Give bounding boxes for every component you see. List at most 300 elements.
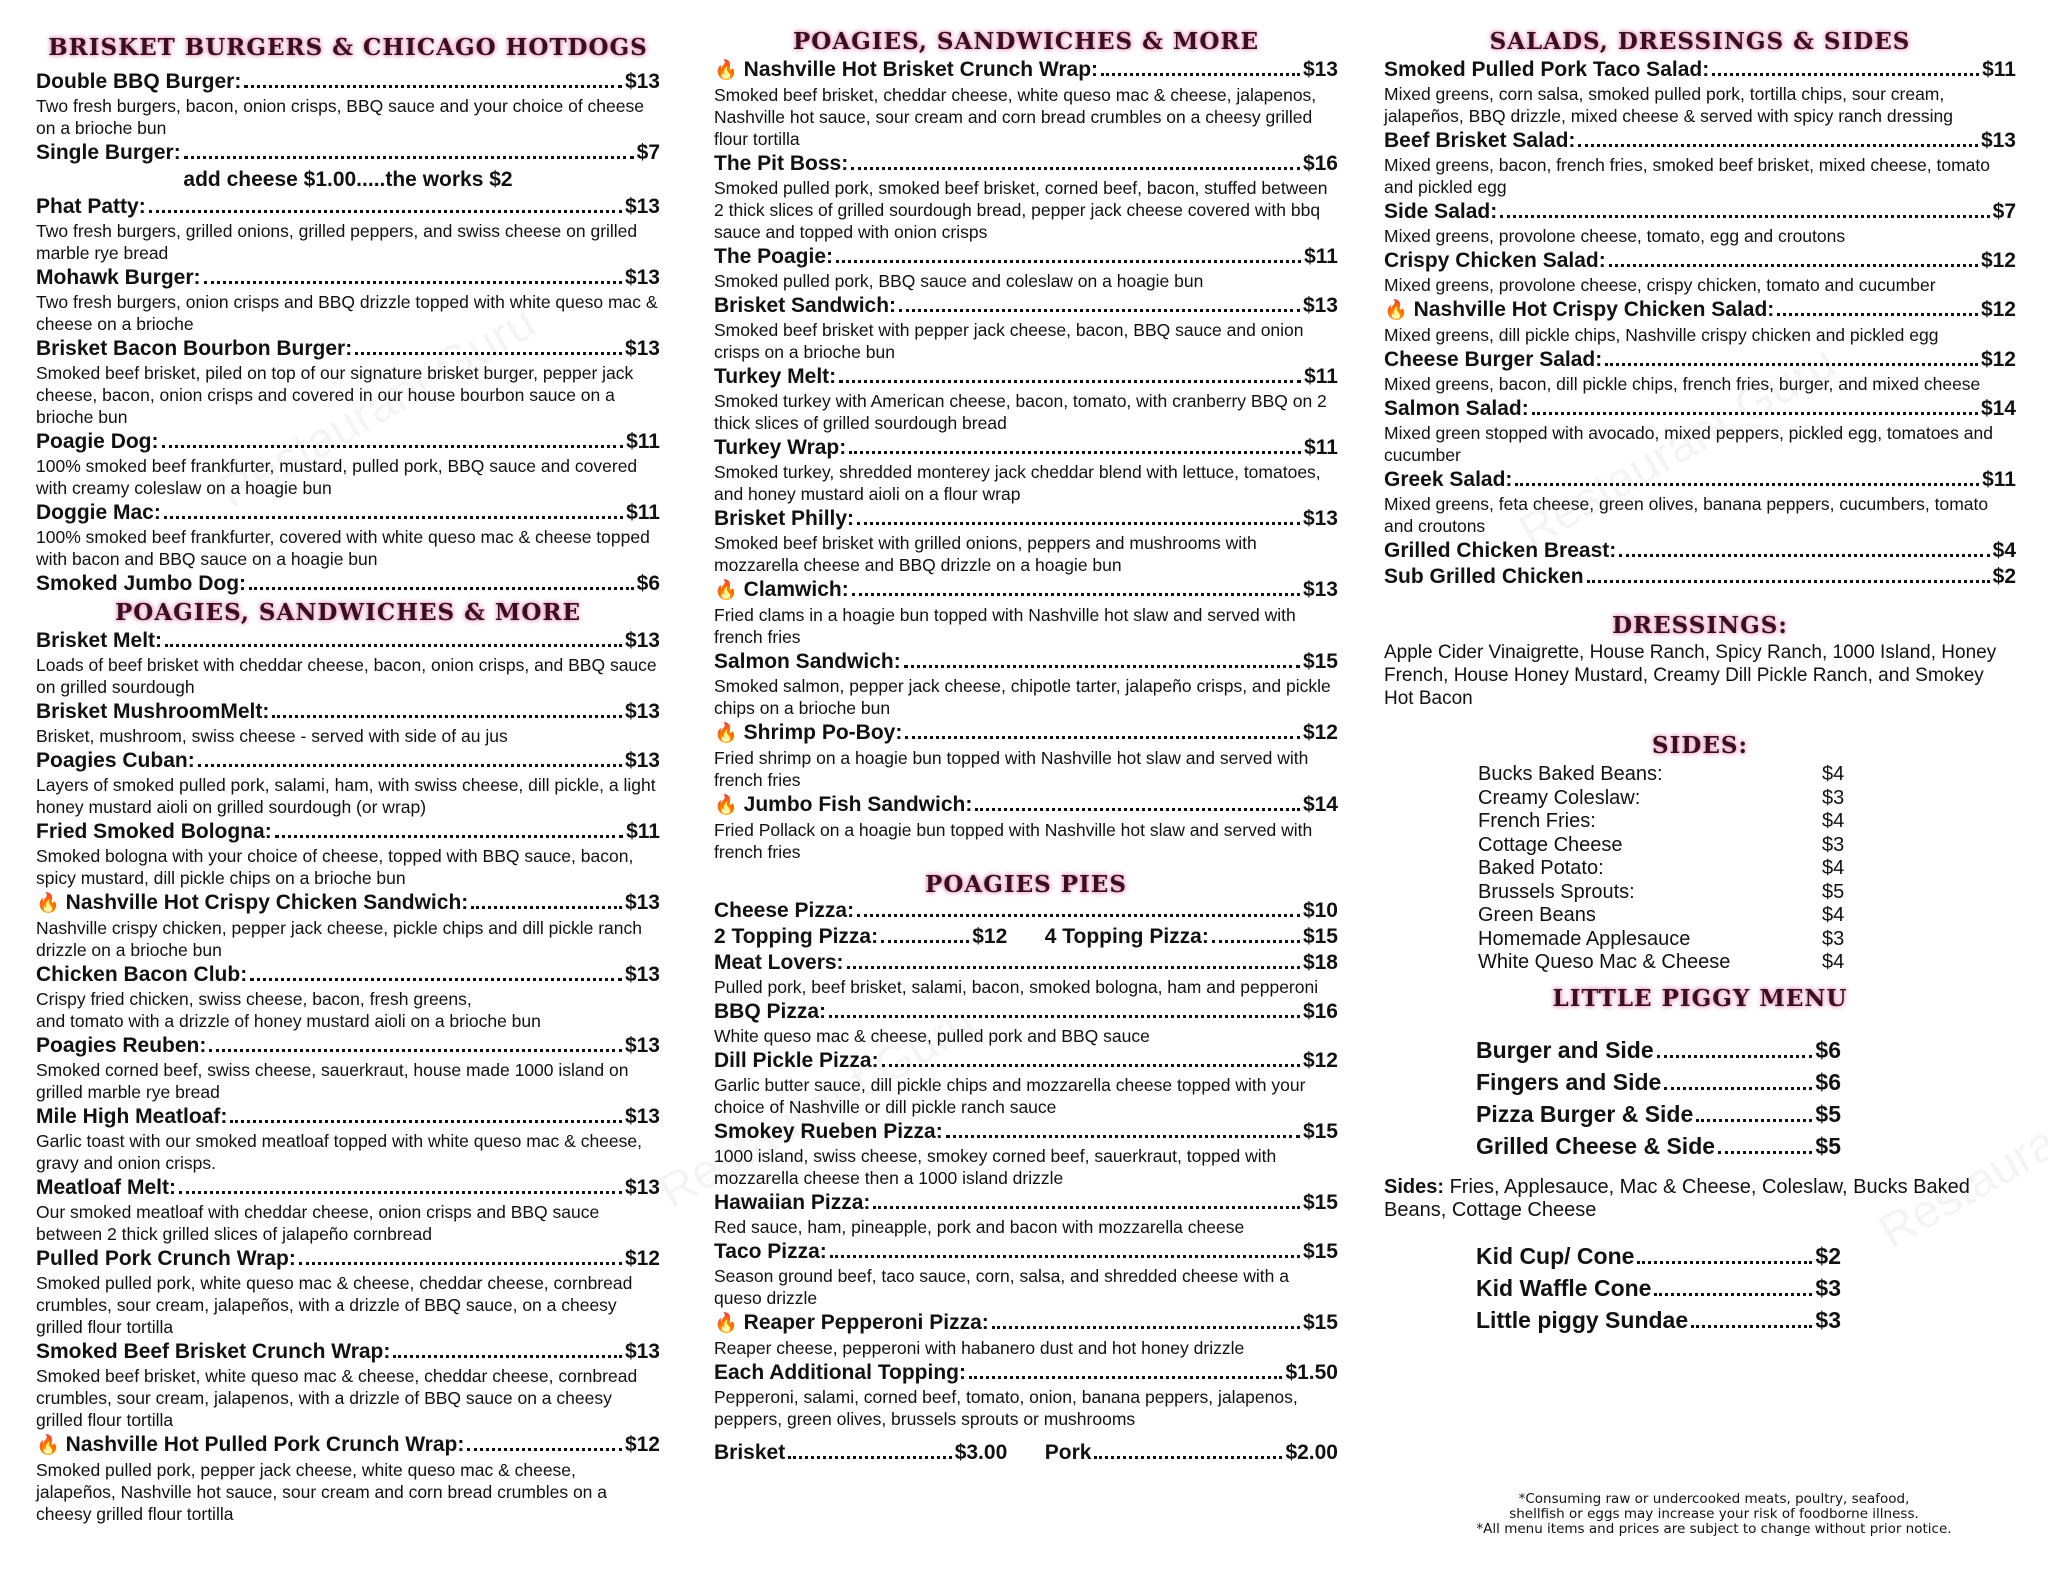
leader-dots [857,522,1300,525]
menu-item [1476,1272,1841,1304]
salads-list [1384,57,2016,590]
leader-dots [1777,313,1978,316]
item-description: Two fresh burgers, grilled onions, grilled peppers, and swiss cheese on grilled marble rye bread [36,221,638,263]
leader-dots [1696,1119,1812,1122]
item-price: $6 [1815,1068,1841,1095]
item-price: $13 [1302,294,1338,317]
sides-list [1478,763,2016,975]
item-name: Grilled Chicken Breast: [1384,539,1617,562]
menu-item [36,1246,660,1272]
footnote-line: shellfish or eggs may increase your risk of foodborne illness. [1509,1506,1919,1522]
item-description: Mixed greens, bacon, dill pickle chips, french fries, burger, and mixed cheese [1384,374,1981,394]
kids-sides-text: Fries, Applesauce, Mac & Cheese, Coleslaw, Bucks Baked Beans, Cottage Cheese [1384,1175,1970,1221]
item-price: $15 [1302,1240,1338,1263]
item-description: Red sauce, ham, pineapple, pork and bacon with mozzarella cheese [714,1217,1245,1237]
fire-icon: 🔥 [714,723,738,744]
item-name: Kid Waffle Cone [1476,1274,1652,1301]
item-description: Fried shrimp on a hoagie bun topped with Nashville hot slaw and served with french fries [714,748,1309,790]
menu-item [1384,57,2016,83]
item-description: Mixed green stopped with avocado, mixed peppers, pickled egg, tomatoes and cucumber [1384,423,1993,465]
menu-item [36,140,660,166]
leader-dots [1637,1261,1812,1264]
item-description: White queso mac & cheese, pulled pork and BBQ sauce [714,1026,1150,1046]
menu-item [714,720,1338,747]
item-name: Phat Patty: [36,195,146,218]
item-name: Brisket MushroomMelt: [36,700,270,723]
menu-item [1476,1066,1841,1098]
side-name: Homemade Applesauce [1478,927,1691,950]
item-description: 100% smoked beef frankfurter, mustard, pulled pork, BBQ sauce and covered with creamy coleslaw on a hoagie bun [36,456,638,498]
leader-dots [184,156,634,159]
section-title-sides: SIDES: [1652,732,1748,759]
item-description: Smoked pulled pork, smoked beef brisket, corned beef, bacon, stuffed between 2 thick slices of grilled sourdough bread, pepper jack cheese covered with bbq sauce and topped with onion crisps [714,178,1328,242]
leader-dots [249,587,634,590]
leader-dots [905,736,1300,739]
leader-dots [467,1448,622,1451]
side-item [1478,834,2016,858]
item-price: $2 [1815,1242,1841,1269]
meat-addon-row [714,1440,1338,1466]
menu-item [714,435,1338,461]
item-price: $2.00 [1285,1441,1338,1464]
leader-dots [851,167,1300,170]
menu-item [714,364,1338,390]
section-title-pies: POAGIES PIES [925,871,1127,898]
item-description: Smoked beef brisket, white queso mac & cheese, cheddar cheese, cornbread crumbles, sour cream, jalapenos, with a drizzle of BBQ sauce on a cheesy grilled flour tortilla [36,1366,638,1430]
dressings-text: Apple Cider Vinaigrette, House Ranch, Spicy Ranch, 1000 Island, Honey French, House Honey Mustard, Creamy Dill Pickle Ranch, and Smokey Hot Bacon [1384,642,1997,709]
menu-item [36,69,660,95]
item-price: $13 [624,195,660,218]
menu-item [714,1048,1338,1074]
item-price: $10 [1302,899,1338,922]
item-name: Smokey Rueben Pizza: [714,1120,943,1143]
leader-dots [204,281,622,284]
item-price: $3.00 [954,1441,1008,1464]
item-description: Smoked beef brisket, cheddar cheese, white queso mac & cheese, jalapenos, Nashville hot sauce, sour cream and corn bread crumbles on a cheesy grilled flour tortilla [714,85,1317,149]
item-name: Smoked Jumbo Dog: [36,572,247,595]
leader-dots [1712,73,1979,76]
item-description: Crispy fried chicken, swiss cheese, bacon, fresh greens, and tomato with a drizzle of honey mustard aioli on a brioche bun [36,989,541,1031]
side-name: French Fries: [1478,810,1596,832]
item-name: Sub Grilled Chicken [1384,565,1584,588]
leader-dots [162,445,624,448]
item-description: Two fresh burgers, bacon, onion crisps, BBQ sauce and your choice of cheese on a brioche bun [36,96,644,138]
leader-dots [881,940,969,943]
menu-item [714,950,1338,976]
item-description: Mixed greens, provolone cheese, crispy chicken, tomato and cucumber [1384,275,1936,295]
leader-dots [1532,412,1978,415]
item-name: Fried Smoked Bologna: [36,820,272,843]
leader-dots [1500,215,1989,218]
leader-dots [975,808,1300,811]
item-description: 1000 island, swiss cheese, smokey corned beef, sauerkraut, topped with mozzarella cheese then a 1000 island drizzle [714,1146,1277,1188]
item-price: $12 [1980,249,2016,272]
menu-item [36,571,660,597]
cheese-pizza-item [714,898,1338,924]
footnote-line: *Consuming raw or undercooked meats, poultry, seafood, [1518,1491,1910,1507]
item-description: Layers of smoked pulled pork, salami, ham, with swiss cheese, dill pickle, a light honey mustard aioli on grilled sourdough (or wrap) [36,775,656,817]
menu-item [36,336,660,362]
menu-item [36,1432,660,1459]
item-description: Brisket, mushroom, swiss cheese - served with side of au jus [36,726,508,746]
item-name: Mile High Meatloaf: [36,1105,228,1128]
menu-column-2 [714,0,1338,1466]
item-description: Pepperoni, salami, corned beef, tomato, onion, banana peppers, jalapenos, peppers, green olives, brussels sprouts or mushrooms [714,1387,1298,1429]
leader-dots [209,1049,622,1052]
menu-item [36,194,660,220]
leader-dots [829,1015,1300,1018]
item-description: Fried Pollack on a hoagie bun topped with Nashville hot slaw and served with french fries [714,820,1313,862]
item-price: $11 [626,501,660,524]
side-name: Baked Potato: [1478,857,1604,879]
item-price: $12 [1302,721,1338,744]
leader-dots [857,914,1300,917]
side-name: Brussels Sprouts: [1478,880,1635,903]
item-price: $7 [636,141,660,164]
kids-sides-note [1384,1176,2016,1222]
leader-dots [1515,483,1979,486]
menu-item [36,748,660,774]
item-name: Burger and Side [1476,1036,1654,1063]
item-price: $3 [1815,1306,1841,1333]
brisket-addon [714,1440,1007,1466]
menu-item [36,1104,660,1130]
menu-item [714,506,1338,532]
item-name: 4 Topping Pizza: [1044,925,1209,948]
item-price: $13 [624,700,660,723]
leader-dots [198,764,622,767]
fire-icon: 🔥 [714,60,738,81]
leader-dots [830,1255,1300,1258]
item-description: Smoked beef brisket with pepper jack cheese, bacon, BBQ sauce and onion crisps on a brioche bun [714,320,1304,362]
menu-item [714,1239,1338,1265]
menu-item [1384,538,2016,564]
menu-item [1384,297,2016,324]
item-price: $11 [626,430,660,453]
leader-dots [788,1456,952,1459]
leader-dots [1578,144,1978,147]
item-price: $13 [1302,58,1338,81]
side-item [1478,904,2016,928]
menu-item [714,57,1338,84]
item-price: $3 [1815,1274,1841,1301]
leader-dots [393,1355,622,1358]
pies-list [714,950,1338,1430]
item-price: $13 [1302,507,1338,530]
side-item [1478,928,2016,952]
item-price: $11 [1304,365,1338,388]
topping2-item [714,924,1007,950]
footnote-line: *All menu items and prices are subject to change without prior notice. [1476,1521,1952,1537]
menu-item [1384,199,2016,225]
item-name: Hawaiian Pizza: [714,1191,871,1214]
item-description: Smoked beef brisket, piled on top of our signature brisket burger, pepper jack cheese, bacon, onion crisps and covered in our house bourbon sauce on a brioche bun [36,363,634,427]
item-description: Smoked beef brisket with grilled onions, peppers and mushrooms with mozzarella cheese and BBQ drizzle on a hoagie bun [714,533,1257,575]
item-description: Smoked pulled pork, white queso mac & cheese, cheddar cheese, cornbread crumbles, sour cream, jalapeños, with a drizzle of BBQ sauce, on a cheesy grilled flour tortilla [36,1273,633,1337]
fire-icon: 🔥 [714,1313,738,1334]
leader-dots [1657,1055,1813,1058]
item-price: $11 [1982,468,2016,491]
leader-dots [355,352,622,355]
item-price: $12 [972,925,1008,948]
item-description: Smoked corned beef, swiss cheese, sauerkraut, house made 1000 island on grilled marble rye bread [36,1060,629,1102]
menu-item [1476,1034,1841,1066]
side-price: $4 [1822,857,1845,879]
poagies-list [714,57,1338,863]
item-name: Nashville Hot Crispy Chicken Sandwich: [65,891,469,914]
item-name: Chicken Bacon Club: [36,963,248,986]
item-price: $5 [1815,1100,1841,1127]
item-description: Mixed greens, dill pickle chips, Nashville crispy chicken and pickled egg [1384,325,1939,345]
menu-column-3 [1384,0,2016,1336]
menu-item [1384,347,2016,373]
menu-item [714,151,1338,177]
menu-item [714,1360,1338,1386]
item-price: $11 [1304,436,1338,459]
item-price: $15 [1302,1120,1338,1143]
menu-item [1384,396,2016,422]
side-price: $4 [1822,904,1845,926]
menu-item [36,1339,660,1365]
menu-item [1384,564,2016,590]
item-description: Smoked turkey, shredded monterey jack cheddar blend with lettuce, tomatoes, and honey mustard aioli on a flour wrap [714,462,1321,504]
item-description: Season ground beef, taco sauce, corn, salsa, and shredded cheese with a queso drizzle [714,1266,1289,1308]
item-price: $13 [624,629,660,652]
item-name: Each Additional Topping: [714,1361,966,1384]
leader-dots [873,1206,1300,1209]
section-title-poagies: POAGIES, SANDWICHES & MORE [792,28,1260,55]
item-price: $12 [1980,348,2016,371]
leader-dots [1605,363,1978,366]
item-name: Brisket Philly: [714,507,855,530]
item-description: Pulled pork, beef brisket, salami, bacon, smoked bologna, ham and pepperoni [714,977,1319,997]
item-description: Smoked salmon, pepper jack cheese, chipotle tarter, jalapeño crisps, and pickle chips on a brioche bun [714,676,1331,718]
item-name: Kid Cup/ Cone [1476,1242,1635,1269]
item-price: $16 [1302,152,1338,175]
leader-dots [899,309,1300,312]
footnote [1444,1492,1984,1537]
menu-item [36,500,660,526]
item-name: Salmon Sandwich: [714,650,901,673]
menu-item [1384,248,2016,274]
item-name: Turkey Melt: [714,365,837,388]
side-price: $4 [1822,810,1845,832]
item-name: Nashville Hot Pulled Pork Crunch Wrap: [65,1433,465,1456]
item-price: $13 [1980,129,2016,152]
menu-item [714,1310,1338,1337]
poagies-list [36,628,660,1525]
item-name: Cheese Pizza: [714,899,855,922]
leader-dots [244,85,622,88]
item-name: Brisket [714,1441,786,1464]
item-name: Jumbo Fish Sandwich: [743,793,973,816]
kids-list [1384,1034,2016,1162]
menu-item [1476,1098,1841,1130]
item-name: Little piggy Sundae [1476,1306,1689,1333]
menu-item [36,699,660,725]
item-name: Salmon Salad: [1384,397,1529,420]
item-price: $2 [1992,565,2016,588]
side-name: Green Beans [1478,904,1596,926]
side-price: $4 [1822,763,1845,785]
menu-column-1 [36,0,660,1526]
item-name: Doggie Mac: [36,501,161,524]
item-description: Smoked pulled pork, BBQ sauce and coleslaw on a hoagie bun [714,271,1204,291]
leader-dots [1691,1325,1812,1328]
item-price: $13 [624,749,660,772]
item-price: $11 [1982,58,2016,81]
side-price: $4 [1822,951,1845,973]
leader-dots [849,451,1301,454]
menu-item [36,890,660,917]
item-description: Nashville crispy chicken, pepper jack cheese, pickle chips and dill pickle ranch drizzle on a brioche bun [36,918,642,960]
side-item [1478,810,2016,834]
item-price: $13 [1302,578,1338,601]
menu-item [36,265,660,291]
item-price: $6 [1815,1036,1841,1063]
leader-dots [847,966,1300,969]
fire-icon: 🔥 [714,795,738,816]
item-price: $18 [1302,951,1338,974]
item-price: $7 [1992,200,2016,223]
leader-dots [839,380,1301,383]
item-price: $13 [624,266,660,289]
leader-dots [946,1135,1300,1138]
menu-item [714,577,1338,604]
item-price: $11 [1304,245,1338,268]
menu-item [714,293,1338,319]
item-name: Pizza Burger & Side [1476,1100,1694,1127]
item-name: The Poagie: [714,245,834,268]
item-price: $15 [1302,1311,1338,1334]
item-description: Mixed greens, feta cheese, green olives, banana peppers, cucumbers, tomato and croutons [1384,494,1989,536]
item-name: Poagie Dog: [36,430,159,453]
item-price: $13 [624,891,660,914]
item-name: Side Salad: [1384,200,1498,223]
item-description: Loads of beef brisket with cheddar cheese, bacon, onion crisps, and BBQ sauce on grilled sourdough [36,655,657,697]
item-price: $11 [626,820,660,843]
item-description: Smoked turkey with American cheese, bacon, tomato, with cranberry BBQ on 2 thick slices of grilled sourdough bread [714,391,1327,433]
item-name: BBQ Pizza: [714,1000,827,1023]
leader-dots [836,260,1301,263]
item-name: The Pit Boss: [714,152,849,175]
side-name: Cottage Cheese [1478,833,1623,856]
item-name: Brisket Melt: [36,629,163,652]
side-price: $5 [1822,880,1845,903]
item-price: $14 [1302,793,1338,816]
item-price: $13 [624,1105,660,1128]
item-price: $4 [1992,539,2016,562]
side-item [1478,951,2016,975]
item-name: Shrimp Po-Boy: [743,721,903,744]
leader-dots [179,1191,622,1194]
menu-item [36,819,660,845]
leader-dots [904,665,1300,668]
addon-note: add cheese $1.00.....the works $2 [183,168,513,191]
pork-addon [1045,1440,1338,1466]
item-price: $13 [624,1176,660,1199]
item-name: Meat Lovers: [714,951,844,974]
leader-dots [165,644,622,647]
menu-item [36,962,660,988]
item-description: Smoked bologna with your choice of cheese, topped with BBQ sauce, bacon, spicy mustard, dill pickle chips on a brioche bun [36,846,634,888]
leader-dots [149,210,622,213]
item-name: Pork [1044,1441,1092,1464]
leader-dots [1212,940,1300,943]
leader-dots [1619,554,1989,557]
item-name: Greek Salad: [1384,468,1513,491]
item-name: Turkey Wrap: [714,436,847,459]
item-description: Smoked pulled pork, pepper jack cheese, white queso mac & cheese, jalapeños, Nashville hot sauce, sour cream and corn bread crumbles on a cheesy grilled flour tortilla [36,1460,608,1524]
side-name: White Queso Mac & Cheese [1478,951,1731,973]
menu-item [36,1175,660,1201]
leader-dots [164,516,623,519]
menu-item [36,628,660,654]
leader-dots [1094,1456,1282,1459]
item-price: $13 [624,70,660,93]
topping4-item [1045,924,1338,950]
item-description: Garlic butter sauce, dill pickle chips and mozzarella cheese topped with your choice of Nashville or dill pickle ranch sauce [714,1075,1306,1117]
desserts-list [1384,1240,2016,1336]
fire-icon: 🔥 [36,1435,60,1456]
item-name: Meatloaf Melt: [36,1176,177,1199]
item-name: Taco Pizza: [714,1240,827,1263]
menu-item [714,999,1338,1025]
leader-dots [1664,1087,1812,1090]
item-name: Brisket Sandwich: [714,294,897,317]
item-price: $12 [1302,1049,1338,1072]
item-price: $13 [624,337,660,360]
menu-item [36,1033,660,1059]
item-name: Pulled Pork Crunch Wrap: [36,1247,296,1270]
item-name: Cheese Burger Salad: [1384,348,1603,371]
item-price: $12 [624,1433,660,1456]
item-name: Reaper Pepperoni Pizza: [743,1311,989,1334]
item-price: $14 [1980,397,2016,420]
side-item [1478,881,2016,905]
leader-dots [1654,1293,1812,1296]
item-name: Brisket Bacon Bourbon Burger: [36,337,353,360]
item-name: Single Burger: [36,141,181,164]
side-price: $3 [1822,927,1845,950]
leader-dots [1587,580,1990,583]
item-description: Two fresh burgers, onion crisps and BBQ drizzle topped with white queso mac & cheese on a brioche [36,292,658,334]
item-name: Double BBQ Burger: [36,70,242,93]
leader-dots [272,715,622,718]
menu-item [1384,467,2016,493]
leader-dots [992,1326,1300,1329]
leader-dots [250,978,622,981]
menu-item [714,792,1338,819]
item-price: $5 [1815,1132,1841,1159]
leader-dots [1609,264,1978,267]
item-name: Dill Pickle Pizza: [714,1049,879,1072]
fire-icon: 🔥 [714,580,738,601]
item-description: Mixed greens, corn salsa, smoked pulled pork, tortilla chips, sour cream, jalapeños, BBQ drizzle, mixed cheese & served with spicy ranch dressing [1384,84,1954,126]
kids-sides-label: Sides: [1384,1175,1445,1198]
item-price: $12 [624,1247,660,1270]
leader-dots [969,1376,1282,1379]
fire-icon: 🔥 [1384,300,1408,321]
item-description: Mixed greens, bacon, french fries, smoked beef brisket, mixed cheese, tomato and pickled egg [1384,155,1990,197]
item-name: Fingers and Side [1476,1068,1662,1095]
item-price: $13 [624,963,660,986]
item-price: $15 [1302,925,1338,948]
menu-item [1476,1130,1841,1162]
menu-item [714,244,1338,270]
item-name: 2 Topping Pizza: [714,925,879,948]
leader-dots [299,1262,622,1265]
